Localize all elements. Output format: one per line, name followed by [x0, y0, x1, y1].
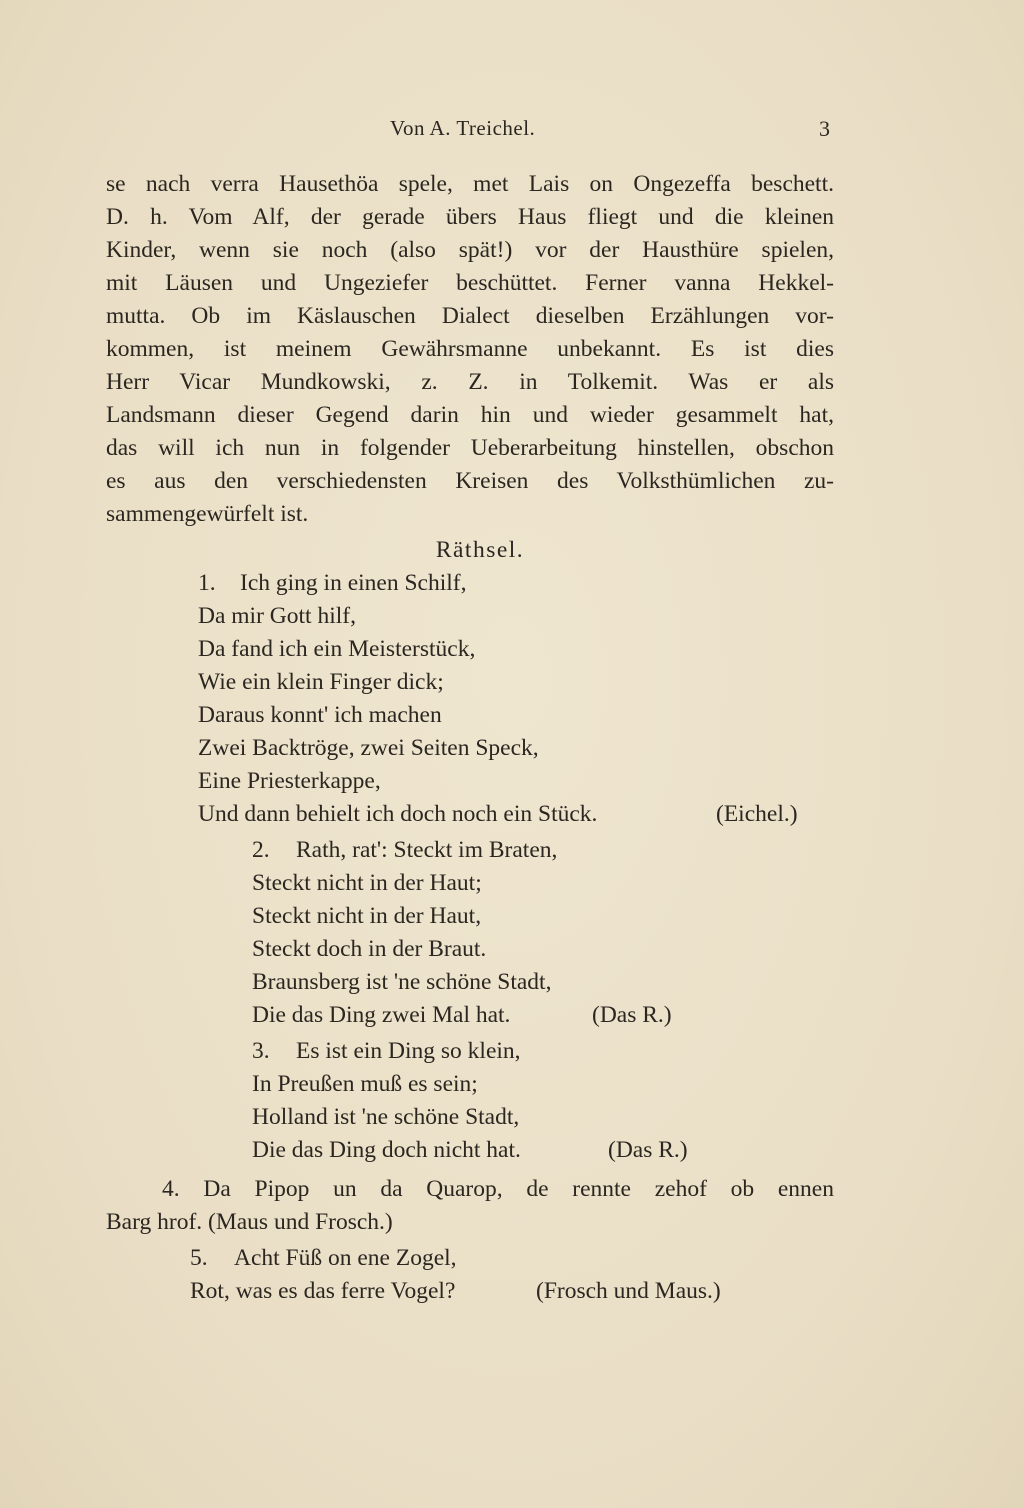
- page-number: 3: [819, 116, 830, 141]
- riddle-number: 2.: [252, 837, 270, 863]
- verse-line: Steckt nicht in der Haut;: [252, 870, 482, 896]
- verse-line: [106, 567, 834, 600]
- riddle-5: [106, 1242, 834, 1308]
- verse-line: Steckt nicht in der Haut,: [252, 903, 482, 929]
- verse-line: Wie ein klein Finger dick;: [198, 669, 444, 695]
- verse-line: Steckt doch in der Braut.: [252, 936, 487, 962]
- riddle-number: 3.: [252, 1038, 270, 1064]
- verse-line: Da mir Gott hilf,: [198, 603, 356, 629]
- verse-text: Ich ging in einen Schilf,: [240, 570, 467, 596]
- verse-text: Und dann behielt ich doch noch ein Stück.: [198, 801, 598, 827]
- riddle-answer: (Das R.): [592, 1002, 672, 1028]
- verse-line: Da fand ich ein Meisterstück,: [198, 636, 476, 662]
- verse-text: Die das Ding doch nicht hat.: [252, 1137, 521, 1163]
- intro-paragraph: [106, 168, 834, 531]
- verse-text: Rot, was es das ferre Vogel?: [190, 1278, 456, 1304]
- verse-line: [106, 798, 834, 831]
- riddle-answer: (Eichel.): [716, 801, 798, 827]
- verse-line: Eine Priesterkappe,: [198, 768, 381, 794]
- verse-line: Zwei Backtröge, zwei Seiten Speck,: [198, 735, 539, 761]
- paragraph-line: se nach verra Hausethöa spele, met Lais on Ongezeffa beschett.: [106, 171, 834, 197]
- verse-text: Acht Füß on ene Zogel,: [234, 1245, 457, 1271]
- running-head: [0, 116, 1024, 146]
- paragraph-line: mit Läusen und Ungeziefer beschüttet. Ferner vanna Hekkel-: [106, 270, 834, 296]
- verse-line: Braunsberg ist 'ne schöne Stadt,: [252, 969, 552, 995]
- verse-line: [106, 999, 834, 1032]
- paragraph-line: 4. Da Pipop un da Quarop, de rennte zehof ob ennen: [162, 1176, 834, 1202]
- paragraph-line: kommen, ist meinem Gewährsmanne unbekannt. Es ist dies: [106, 336, 834, 362]
- riddle-1: [106, 567, 834, 831]
- verse-line: Daraus konnt' ich machen: [198, 702, 442, 728]
- running-head-title: Von A. Treichel.: [390, 116, 536, 140]
- verse-line: In Preußen muß es sein;: [252, 1071, 478, 1097]
- paragraph-line: es aus den verschiedensten Kreisen des Volksthümlichen zu-: [106, 468, 834, 494]
- paragraph-line: mutta. Ob im Käslauschen Dialect dieselben Erzählungen vor-: [106, 303, 834, 329]
- riddle-answer: (Das R.): [608, 1137, 688, 1163]
- verse-line: [106, 1035, 834, 1068]
- paragraph-line: Kinder, wenn sie noch (also spät!) vor der Hausthüre spielen,: [106, 237, 834, 263]
- paragraph-line: Barg hrof. (Maus und Frosch.): [106, 1209, 393, 1235]
- riddle-4: [106, 1173, 834, 1239]
- paragraph-line: D. h. Vom Alf, der gerade übers Haus fliegt und die kleinen: [106, 204, 834, 230]
- riddle-answer: (Frosch und Maus.): [536, 1278, 721, 1304]
- page-body: [106, 168, 834, 1308]
- riddle-2: [106, 834, 834, 1032]
- paragraph-line: das will ich nun in folgender Ueberarbeitung hinstellen, obschon: [106, 435, 834, 461]
- paragraph-line: Herr Vicar Mundkowski, z. Z. in Tolkemit. Was er als: [106, 369, 834, 395]
- verse-line: Holland ist 'ne schöne Stadt,: [252, 1104, 520, 1130]
- paragraph-line: Landsmann dieser Gegend darin hin und wieder gesammelt hat,: [106, 402, 834, 428]
- verse-text: Es ist ein Ding so klein,: [296, 1038, 521, 1064]
- verse-line: [106, 834, 834, 867]
- riddle-number: 5.: [190, 1245, 208, 1271]
- verse-line: [106, 1134, 834, 1167]
- paragraph-line: sammengewürfelt ist.: [106, 501, 309, 527]
- verse-text: Die das Ding zwei Mal hat.: [252, 1002, 511, 1028]
- verse-line: [106, 1242, 834, 1275]
- riddle-3: [106, 1035, 834, 1167]
- section-heading: Räthsel.: [435, 537, 525, 563]
- verse-text: Rath, rat': Steckt im Braten,: [296, 837, 558, 863]
- riddle-number: 1.: [198, 570, 216, 596]
- verse-line: [106, 1275, 834, 1308]
